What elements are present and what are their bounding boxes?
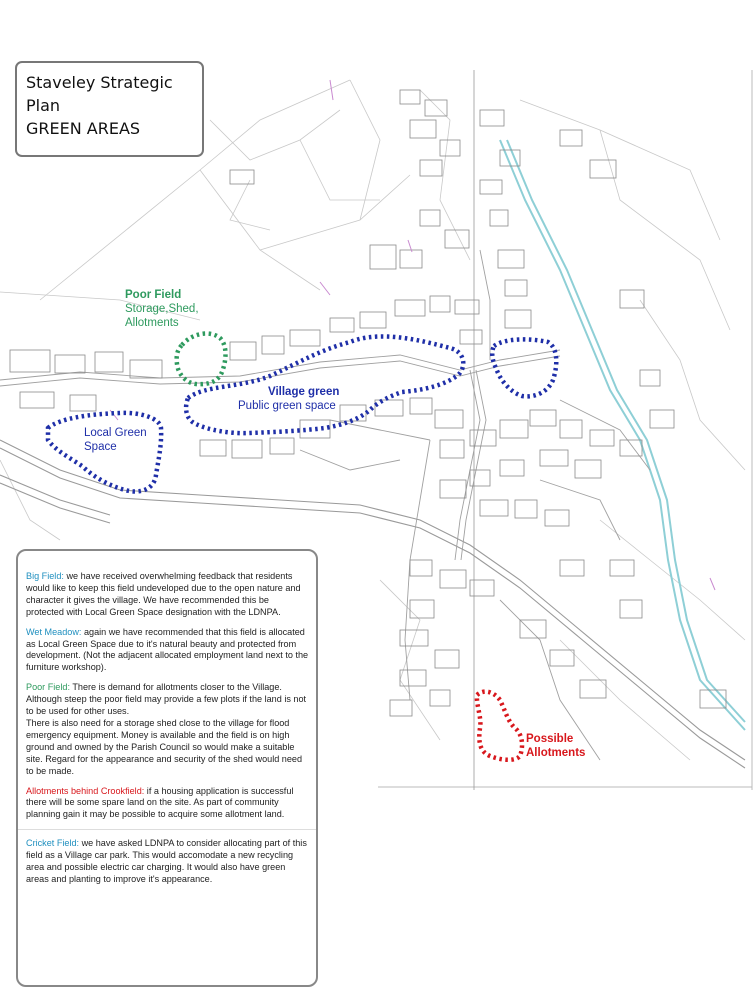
info-divider xyxy=(18,829,316,830)
poor-field-sublabel-1: Storage,Shed, xyxy=(125,303,199,315)
allotments-label-1: Possible xyxy=(526,733,574,745)
poor-field-head: Poor Field: xyxy=(26,682,70,693)
allotments-para xyxy=(26,786,309,822)
local-green-space-label-2: Space xyxy=(84,441,117,453)
local-green-space-label-1: Local Green xyxy=(84,427,147,439)
poor-field-text: There is demand for allotments closer to the Village. Although steep the poor field may provide a few plots if the land is not to be used for other uses. xyxy=(26,682,307,717)
title-line-1: Staveley Strategic xyxy=(26,73,173,92)
village-green-sublabel: Public green space xyxy=(238,400,336,412)
big-field-para xyxy=(26,571,309,619)
poor-field-para-2: There is also need for a storage shed close to the village for flood emergency equipment. Money is available and the field is on high ground and owned by the Parish Council so would make a suitable site. Regard for the appearance and security of the shed would need to be made. xyxy=(26,717,303,776)
cricket-field-text: we have asked LDNPA to consider allocating part of this field as a Village car park. This would accomodate a new recycling area and possible electric car charging. It would also have green areas and planting to improve it's appearance. xyxy=(26,838,307,884)
poor-field-label: Poor Field xyxy=(125,289,182,301)
poor-field-para xyxy=(26,682,309,718)
allotments-head: Allotments behind Crookfield: xyxy=(26,785,145,796)
info-box xyxy=(16,549,318,987)
big-field-text: we have received overwhelming feedback that residents would like to keep this field undeveloped due to the open nature and character it gives the village. We have recommended this be protected with Local Green Space designation with the LDNPA. xyxy=(26,571,301,617)
title-line-3: GREEN AREAS xyxy=(26,119,141,138)
cricket-field-para xyxy=(26,838,309,886)
village-green-label: Village green xyxy=(268,386,340,398)
big-field-head: Big Field: xyxy=(26,571,64,581)
cricket-field-head: Cricket Field: xyxy=(26,838,80,849)
allotments-label-2: Allotments xyxy=(526,747,586,759)
wet-meadow-text: again we have recommended that this field is allocated as Local Green Space due to it's natural beauty and protected from development. (Not the adjacent allocated employment land next to the furniture workshop). xyxy=(26,626,309,673)
title-box xyxy=(15,61,204,157)
allotments-text: if a housing application is successful there will be some spare land on the site. As part of community planning gain it may be possible to acquire some allotment land. xyxy=(26,785,294,820)
title-line-2: Plan xyxy=(26,96,61,115)
poor-field-sublabel-2: Allotments xyxy=(125,317,179,329)
wet-meadow-para xyxy=(26,627,309,675)
wet-meadow-head: Wet Meadow: xyxy=(26,626,82,637)
